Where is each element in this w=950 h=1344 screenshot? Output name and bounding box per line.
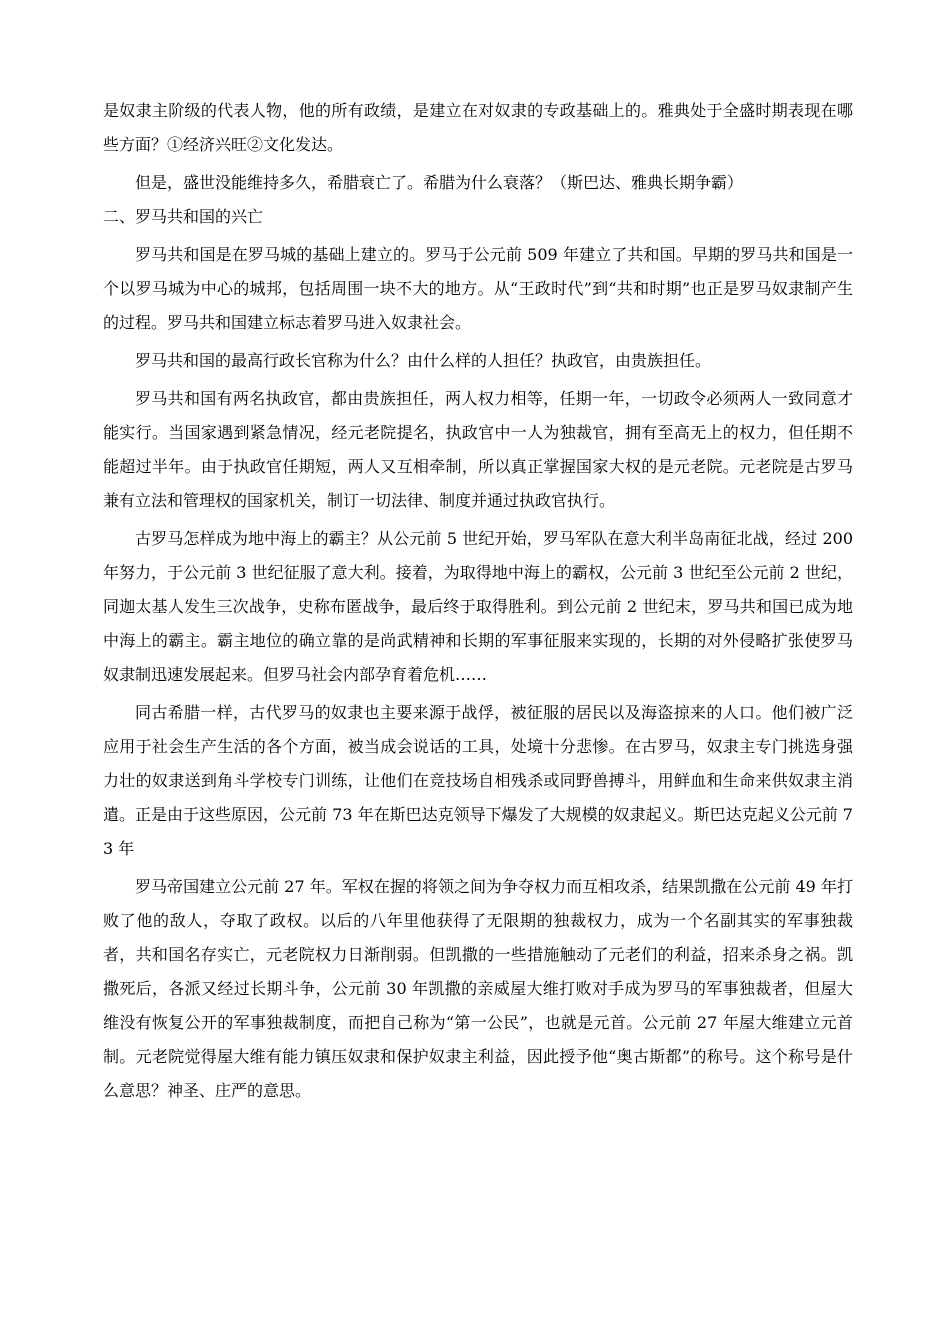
paragraph-greece-decline: 但是，盛世没能维持多久，希腊衰亡了。希腊为什么衰落？（斯巴达、雅典长期争霸）	[135, 173, 744, 192]
section-heading-roman-republic: 二、罗马共和国的兴亡	[103, 207, 264, 226]
paragraph-republic-founding: 罗马共和国是在罗马城的基础上建立的。罗马于公元前 509 年建立了共和国。早期的罗马共和国是一个以罗马城为中心的城邦，包括周围一块不大的地方。从“王政时代”到“共和时期”也正是罗马奴隶制产生的过程。罗马共和国建立标志着罗马进入奴隶社会。	[103, 245, 853, 332]
paragraph-roman-empire: 罗马帝国建立公元前 27 年。军权在握的将领之间为争夺权力而互相攻杀，结果凯撒在公元前 49 年打败了他的敌人，夺取了政权。以后的八年里他获得了无限期的独裁权力，成为一个名副其实的军事独裁者，共和国名存实亡，元老院权力日渐削弱。但凯撒的一些措施触动了元老们的利益，招来杀身之祸。凯撒死后，各派又经过长期斗争，公元前 30 年凯撒的亲威屋大维打败对手成为罗马的军事独裁者，但屋大维没有恢复公开的军事独裁制度，而把自己称为“第一公民”，也就是元首。公元前 27 年屋大维建立元首制。元老院觉得屋大维有能力镇压奴隶和保护奴隶主利益，因此授予他“奥古斯都”的称号。这个称号是什么意思？神圣、庄严的意思。	[103, 877, 853, 1100]
paragraph-athens-summary: 是奴隶主阶级的代表人物，他的所有政绩，是建立在对奴隶的专政基础上的。雅典处于全盛时期表现在哪些方面？①经济兴旺②文化发达。	[103, 101, 853, 154]
paragraph-slavery-spartacus: 同古希腊一样，古代罗马的奴隶也主要来源于战俘，被征服的居民以及海盗掠来的人口。他们被广泛应用于社会生产生活的各个方面，被当成会说话的工具，处境十分悲惨。在古罗马，奴隶主专门挑选身强力壮的奴隶送到角斗学校专门训练，让他们在竞技场自相残杀或同野兽搏斗，用鲜血和生命来供奴隶主消遣。正是由于这些原因，公元前 73 年在斯巴达克领导下爆发了大规模的奴隶起义。斯巴达克起义公元前 73 年	[103, 703, 853, 858]
paragraph-mediterranean-hegemony: 古罗马怎样成为地中海上的霸主？从公元前 5 世纪开始，罗马军队在意大利半岛南征北战，经过 200 年努力，于公元前 3 世纪征服了意大利。接着，为取得地中海上的霸权，公元前 3 世纪至公元前 2 世纪，同迦太基人发生三次战争，史称布匿战争，最后终于取得胜利。到公元前 2 世纪末，罗马共和国已成为地中海上的霸主。霸主地位的确立靠的是尚武精神和长期的军事征服来实现的，长期的对外侵略扩张使罗马奴隶制迅速发展起来。但罗马社会内部孕育着危机……	[103, 529, 853, 684]
paragraph-consuls-senate: 罗马共和国有两名执政官，都由贵族担任，两人权力相等，任期一年，一切政令必须两人一致同意才能实行。当国家遇到紧急情况，经元老院提名，执政官中一人为独裁官，拥有至高无上的权力，但任期不能超过半年。由于执政官任期短，两人又互相牵制，所以真正掌握国家大权的是元老院。元老院是古罗马兼有立法和管理权的国家机关，制订一切法律、制度并通过执政官执行。	[103, 389, 853, 510]
paragraph-consul-question: 罗马共和国的最高行政长官称为什么？由什么样的人担任？执政官，由贵族担任。	[135, 351, 712, 370]
document-body	[103, 94, 853, 1108]
